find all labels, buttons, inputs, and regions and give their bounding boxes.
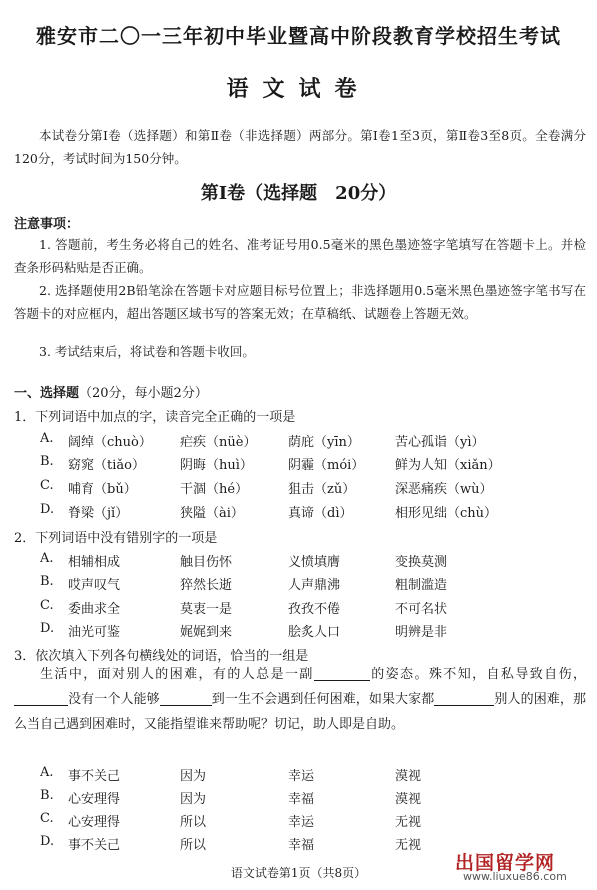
passage-text: 的姿态。殊不知，自私导致自伤， — [369, 667, 586, 682]
option-item: 哎声叹气 — [68, 578, 121, 593]
option-letter: A. — [40, 765, 54, 780]
note-item-1: 1. 答题前，考生务必将自己的姓名、准考证号用0.5毫米的黑色墨迹签字笔填写在答题卡上。并检查条形码粘贴是否正确。 — [14, 237, 586, 275]
option-item: 事不关己 — [68, 769, 121, 784]
option-item: 幸运 — [288, 769, 315, 784]
option-letter: B. — [40, 788, 54, 803]
passage-text: 到一生不会遇到任何困难，如果大家都 — [211, 692, 435, 707]
passage-text: 没有一个人能够 — [68, 692, 160, 707]
paper-title: 语文试卷 — [226, 76, 371, 102]
question-1-stem: 1．下列词语中加点的字，读音完全正确的一项是 — [14, 410, 296, 425]
option-item: 触目伤怀 — [180, 555, 233, 570]
option-item: 幸福 — [288, 838, 315, 853]
option-item: 所以 — [180, 838, 207, 853]
option-item: 相辅相成 — [68, 555, 121, 570]
option-item: 狭隘（ài） — [180, 506, 244, 521]
option-item: 阴霾（mói） — [288, 458, 365, 473]
option-item: 深恶痛疾（wù） — [395, 482, 493, 497]
q1-option-c — [0, 478, 597, 500]
option-item: 油光可鉴 — [68, 625, 121, 640]
site-watermark — [453, 848, 591, 886]
option-item: 人声鼎沸 — [288, 578, 341, 593]
q3-option-b — [0, 788, 597, 810]
option-letter: D. — [40, 621, 55, 636]
answer-blank-1 — [314, 666, 370, 681]
option-letter: C. — [40, 478, 54, 493]
option-letter: B. — [40, 454, 54, 469]
option-letter: B. — [40, 574, 54, 589]
q1-option-a — [0, 431, 597, 453]
q2-option-b — [0, 574, 597, 596]
option-item: 狙击（zǔ） — [288, 482, 356, 497]
q3-option-a — [0, 765, 597, 787]
answer-blank-2 — [14, 691, 68, 706]
option-item: 因为 — [180, 769, 207, 784]
option-item: 阔绰（chuò） — [68, 435, 152, 450]
option-item: 事不关己 — [68, 838, 121, 853]
option-letter: C. — [40, 598, 54, 613]
q3-option-c — [0, 811, 597, 833]
option-item: 因为 — [180, 792, 207, 807]
option-item: 义愤填膺 — [288, 555, 341, 570]
option-item: 孜孜不倦 — [288, 602, 341, 617]
notes-heading: 注意事项： — [14, 217, 80, 232]
option-item: 无视 — [395, 815, 422, 830]
question-3-passage — [14, 662, 586, 737]
option-item: 粗制滥造 — [395, 578, 448, 593]
exam-main-title: 雅安市二〇一三年初中毕业暨高中阶段教育学校招生考试 — [36, 24, 561, 48]
option-item: 荫庇（yīn） — [288, 435, 360, 450]
page-footer: 语文试卷第1页（共8页） — [230, 866, 367, 880]
option-item: 脊梁（jǐ） — [68, 506, 129, 521]
option-item: 鲜为人知（xiǎn） — [395, 458, 501, 473]
option-item: 娓娓到来 — [180, 625, 233, 640]
answer-blank-4 — [434, 691, 494, 706]
q1-option-b — [0, 454, 597, 476]
part-label: 一、选择题 — [14, 386, 80, 401]
option-item: 不可名状 — [395, 602, 448, 617]
option-item: 真谛（dì） — [288, 506, 353, 521]
option-letter: A. — [40, 551, 54, 566]
option-item: 哺育（bǔ） — [68, 482, 137, 497]
note-item-2: 2. 选择题使用2B铅笔涂在答题卡对应题目标号位置上；非选择题用0.5毫米黑色墨迹签字笔书写在答题卡的对应框内，超出答题区域书写的答案无效；在草稿纸、试题卷上答题无效。 — [14, 283, 586, 321]
option-item: 相形见绌（chù） — [395, 506, 498, 521]
option-item: 疟疾（nüè） — [180, 435, 257, 450]
q2-option-d — [0, 621, 597, 643]
option-item: 苦心孤诣（yì） — [395, 435, 485, 450]
part-title — [14, 382, 208, 401]
option-item: 幸运 — [288, 815, 315, 830]
paper-intro: 本试卷分第Ⅰ卷（选择题）和第Ⅱ卷（非选择题）两部分。第Ⅰ卷1至3页，第Ⅱ卷3至8页。全卷满分120分，考试时间为150分钟。 — [14, 128, 586, 166]
question-2-stem: 2．下列词语中没有错别字的一项是 — [14, 531, 218, 546]
option-item: 所以 — [180, 815, 207, 830]
q1-option-d — [0, 502, 597, 524]
watermark-url: www.liuxue86.com — [463, 870, 567, 883]
option-item: 心安理得 — [68, 792, 121, 807]
option-letter: D. — [40, 502, 55, 517]
option-letter: D. — [40, 834, 55, 849]
question-3-stem: 3．依次填入下列各句横线处的词语，恰当的一组是 — [14, 649, 309, 664]
option-letter: C. — [40, 811, 54, 826]
watermark-logo-text: 出国留学网 — [455, 852, 556, 874]
note-item-3: 3. 考试结束后，将试卷和答题卡收回。 — [39, 344, 255, 359]
option-item: 心安理得 — [68, 815, 121, 830]
section-title: 第Ⅰ卷（选择题 20分） — [200, 183, 397, 204]
option-item: 变换莫测 — [395, 555, 448, 570]
option-item: 委曲求全 — [68, 602, 121, 617]
passage-text: 别人的困难，那么当自己遇到困难时，又能指望谁来帮助呢？切记，助人即是自助。 — [14, 692, 586, 732]
option-letter: A. — [40, 431, 54, 446]
option-item: 窈窕（tiǎo） — [68, 458, 145, 473]
option-item: 漠视 — [395, 769, 422, 784]
answer-blank-3 — [160, 691, 212, 706]
option-item: 明辨是非 — [395, 625, 448, 640]
option-item: 莫衷一是 — [180, 602, 233, 617]
q2-option-c — [0, 598, 597, 620]
option-item: 猝然长逝 — [180, 578, 233, 593]
part-note: （20分，每小题2分） — [79, 386, 208, 401]
option-item: 漠视 — [395, 792, 422, 807]
option-item: 脍炙人口 — [288, 625, 341, 640]
q2-option-a — [0, 551, 597, 573]
option-item: 幸福 — [288, 792, 315, 807]
option-item: 无视 — [395, 838, 422, 853]
option-item: 阴晦（huì） — [180, 458, 253, 473]
option-item: 干涸（hé） — [180, 482, 249, 497]
passage-text: 生活中，面对别人的困难，有的人总是一副 — [40, 667, 314, 682]
